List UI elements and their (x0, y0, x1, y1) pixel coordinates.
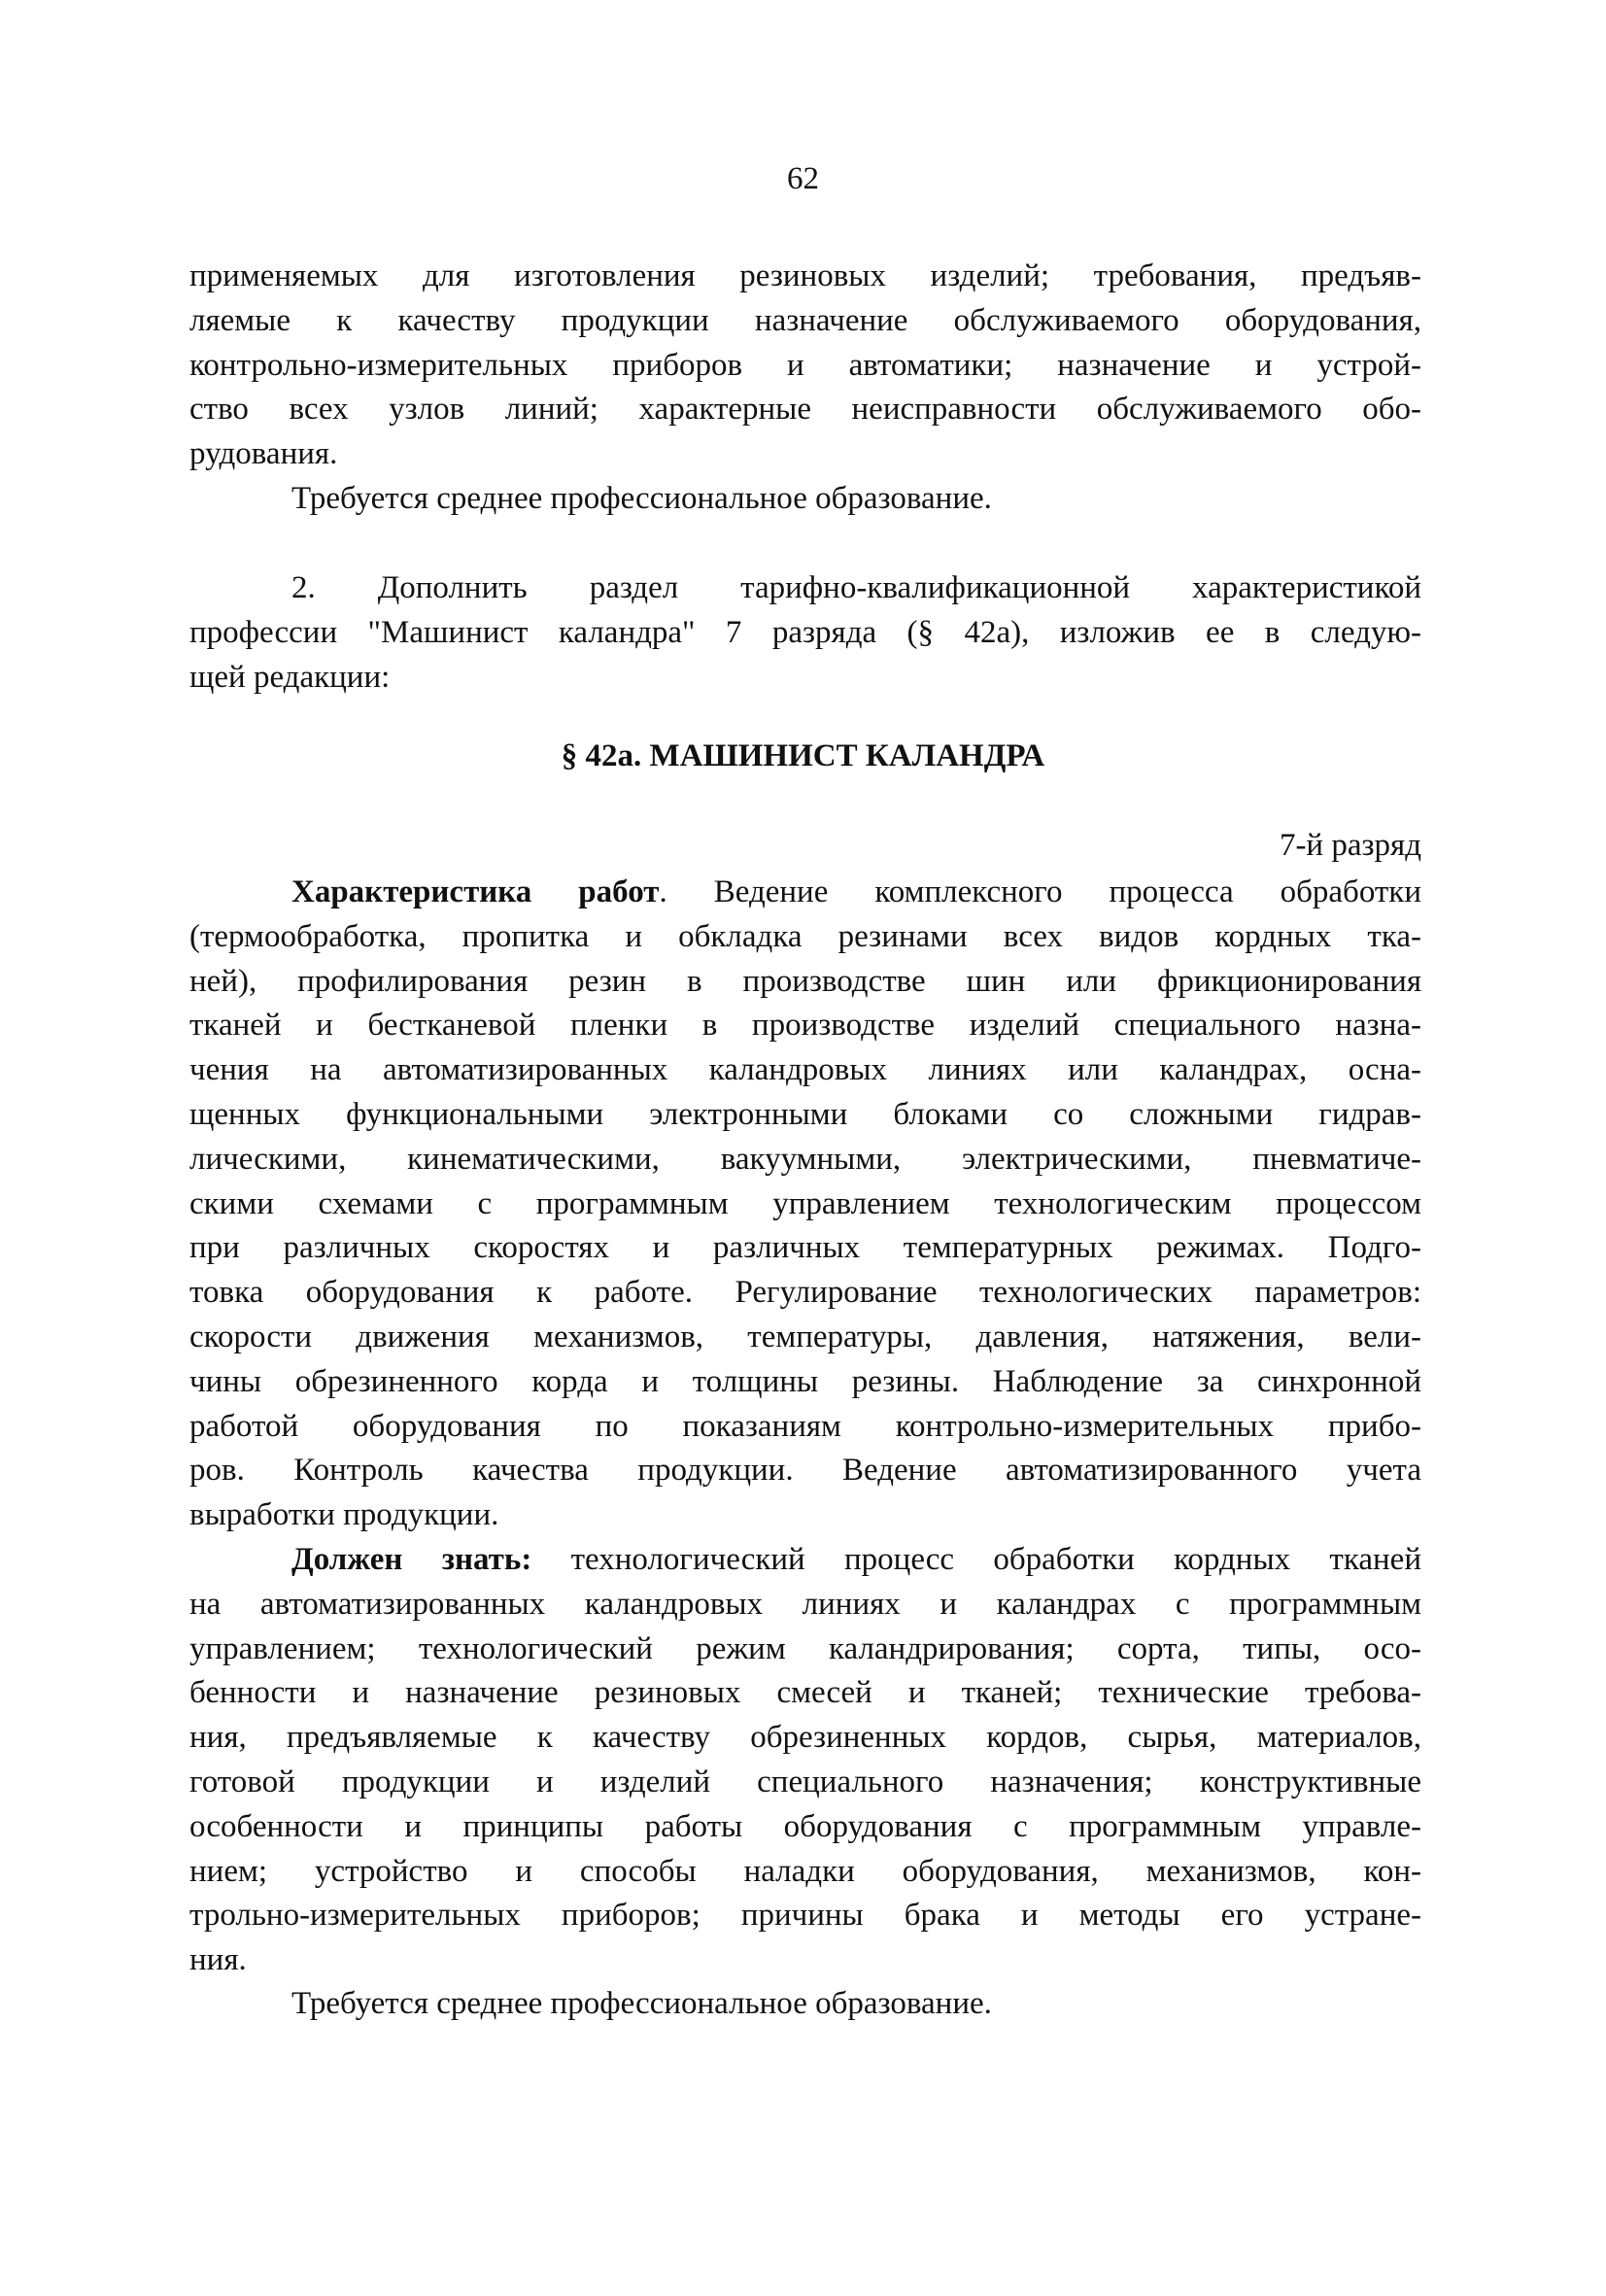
text-line (189, 1004, 1421, 1048)
line-text: (термообработка, пропитка и обкладка резинами всех видов кордных тка- (189, 918, 1421, 954)
text-line (189, 1716, 1421, 1761)
text-line (189, 1761, 1421, 1805)
text-line (189, 1449, 1421, 1493)
text-line (189, 566, 1421, 611)
line-text: контрольно-измерительных приборов и автоматики; назначение и устрой- (189, 347, 1421, 383)
line-text: бенности и назначение резиновых смесей и тканей; технические требова- (189, 1675, 1421, 1711)
line-text: лическими, кинематическими, вакуумными, электрическими, пневматиче- (189, 1141, 1421, 1177)
line-text: применяемых для изготовления резиновых изделий; требования, предъяв- (189, 258, 1421, 293)
text-line (189, 915, 1421, 960)
line-text: скими схемами с программным управлением технологическим процессом (189, 1185, 1421, 1221)
text-line (189, 871, 1421, 915)
text-line (189, 1628, 1421, 1672)
text-line (189, 1226, 1421, 1271)
line-text: ляемые к качеству продукции назначение обслуживаемого оборудования, (189, 302, 1421, 338)
job-characteristics (189, 871, 1421, 1983)
line-text: 2. Дополнить раздел тарифно-квалификационной характеристикой (291, 570, 1421, 605)
line-text: особенности и принципы работы оборудования с программным управле- (189, 1808, 1421, 1844)
line-text: щенных функциональными электронными блоками со сложными гидрав- (189, 1096, 1421, 1132)
text-line (189, 1093, 1421, 1138)
line-text: на автоматизированных каландровых линиях и каландрах с программным (189, 1586, 1421, 1622)
line-text: ров. Контроль качества продукции. Ведение автоматизированного учета (189, 1453, 1421, 1489)
line-text: тканей и бестканевой пленки в производстве изделий специального назна- (189, 1008, 1421, 1044)
line-text: щей редакции: (189, 659, 391, 695)
text-line (189, 1938, 1421, 1983)
line-text: рудования. (189, 436, 338, 472)
text-line (189, 1138, 1421, 1182)
text-line (189, 656, 1421, 701)
text-line (189, 611, 1421, 656)
text-line (189, 1805, 1421, 1850)
line-text: ство всех узлов линий; характерные неисправности обслуживаемого обо- (189, 392, 1421, 428)
line-text: ней), профилирования резин в производстве шин или фрикционирования (189, 963, 1421, 999)
text-line (189, 1850, 1421, 1895)
text-line (189, 1538, 1421, 1583)
line-text: нием; устройство и способы наладки оборудования, механизмов, кон- (189, 1853, 1421, 1889)
line-text: работой оборудования по показаниям контрольно-измерительных прибо- (189, 1408, 1421, 1444)
page-number: 62 (787, 161, 819, 196)
line-text: чения на автоматизированных каландровых линиях или каландрах, осна- (189, 1052, 1421, 1088)
line-text: трольно-измерительных приборов; причины брака и методы его устране- (189, 1898, 1421, 1934)
text-line (189, 1048, 1421, 1093)
bold-lead: Характеристика работ (291, 874, 660, 909)
text-line (189, 432, 1421, 477)
paragraph-amendment (189, 566, 1421, 700)
text-line (189, 299, 1421, 344)
bold-lead: Должен знать: (291, 1541, 532, 1577)
text-line (189, 1405, 1421, 1450)
grade-label: 7-й разряд (1279, 828, 1421, 863)
line-text: выработки продукции. (189, 1497, 499, 1533)
line-text: ния. (189, 1942, 247, 1978)
line-text: готовой продукции и изделий специального назначения; конструктивные (189, 1764, 1421, 1799)
line-text: чины обрезиненного корда и толщины резины. Наблюдение за синхронной (189, 1363, 1421, 1399)
text-line (189, 1894, 1421, 1938)
line-text: при различных скоростях и различных температурных режимах. Подго- (189, 1230, 1421, 1266)
education-requirement-1: Требуется среднее профессиональное образование. (291, 481, 992, 516)
text-line (189, 1360, 1421, 1405)
text-line (189, 1316, 1421, 1360)
text-line (189, 255, 1421, 299)
text-line (189, 1671, 1421, 1716)
paragraph-continuation (189, 255, 1421, 477)
line-text: ния, предъявляемые к качеству обрезиненных кордов, сырья, материалов, (189, 1720, 1421, 1756)
education-requirement-2: Требуется среднее профессиональное образование. (291, 1986, 992, 2021)
line-text: . Ведение комплексного процесса обработки (659, 874, 1421, 909)
text-line (189, 1583, 1421, 1628)
text-line (189, 344, 1421, 389)
text-line (189, 388, 1421, 432)
line-text: технологический процесс обработки кордных тканей (531, 1541, 1421, 1577)
text-line (189, 960, 1421, 1005)
text-line (189, 1271, 1421, 1316)
line-text: товка оборудования к работе. Регулирование технологических параметров: (189, 1275, 1421, 1311)
line-text: скорости движения механизмов, температуры, давления, натяжения, вели- (189, 1319, 1421, 1354)
text-line (189, 1493, 1421, 1538)
text-line (189, 1182, 1421, 1227)
section-heading: § 42а. МАШИНИСТ КАЛАНДРА (561, 738, 1045, 773)
line-text: профессии "Машинист каландра" 7 разряда (§ 42а), изложив ее в следую- (189, 614, 1421, 650)
line-text: управлением; технологический режим каландрирования; сорта, типы, осо- (189, 1630, 1421, 1666)
